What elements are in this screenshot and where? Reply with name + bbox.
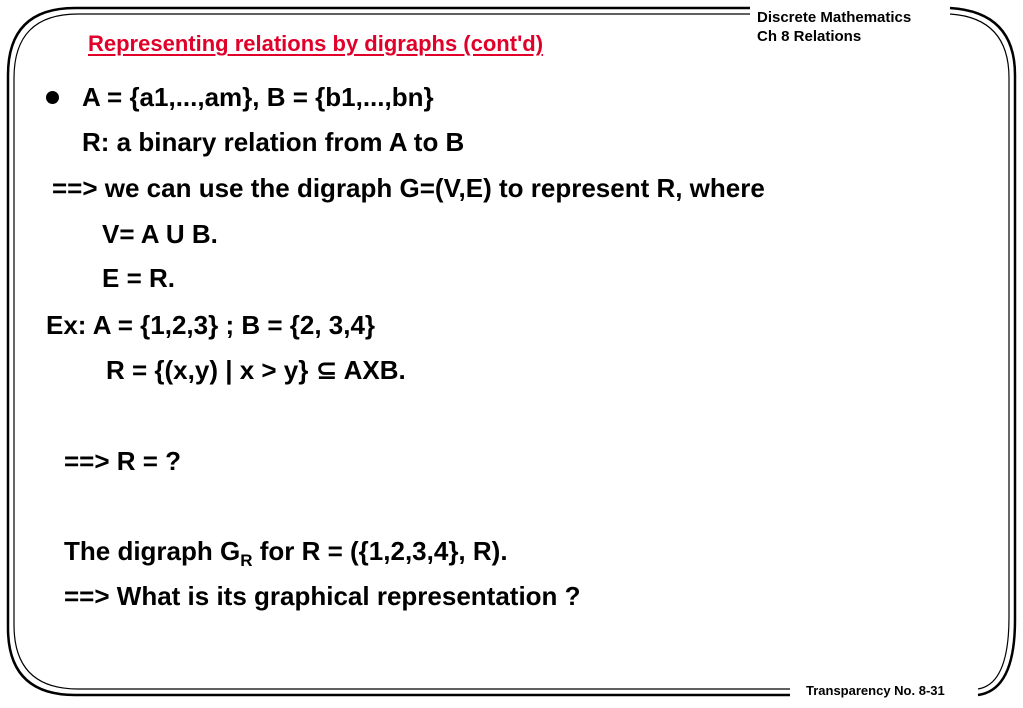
digraph-gr-subscript: R bbox=[240, 551, 253, 570]
question-r: ==> R = ? bbox=[64, 446, 182, 476]
transparency-number: Transparency No. 8-31 bbox=[806, 683, 945, 698]
digraph-gr-pre: The digraph G bbox=[64, 536, 241, 566]
course-header bbox=[757, 8, 911, 46]
relation-definition: R: a binary relation from A to B bbox=[82, 127, 465, 157]
example-sets: Ex: A = {1,2,3} ; B = {2, 3,4} bbox=[46, 310, 376, 340]
bullet-dot bbox=[46, 91, 59, 104]
graphical-question: ==> What is its graphical representation ? bbox=[64, 581, 581, 611]
digraph-gr-line bbox=[64, 536, 508, 570]
edge-set-line bbox=[94, 263, 175, 293]
slide-title: Representing relations by digraphs (cont'd) bbox=[88, 31, 544, 56]
digraph-gr-post: for R = ({1,2,3,4}, R). bbox=[252, 536, 508, 566]
chapter-name: Ch 8 Relations bbox=[757, 28, 862, 45]
example-relation: R = {(x,y) | x > y} ⊆ AXB. bbox=[106, 355, 406, 385]
edge-set-text: E = R. bbox=[102, 263, 175, 293]
vertex-set-line bbox=[94, 219, 218, 249]
course-name: Discrete Mathematics bbox=[757, 9, 912, 26]
vertex-set-text: V= A U B. bbox=[102, 219, 218, 249]
digraph-statement: ==> we can use the digraph G=(V,E) to represent R, where bbox=[52, 173, 765, 203]
sets-definition: A = {a1,...,am}, B = {b1,...,bn} bbox=[82, 82, 434, 112]
